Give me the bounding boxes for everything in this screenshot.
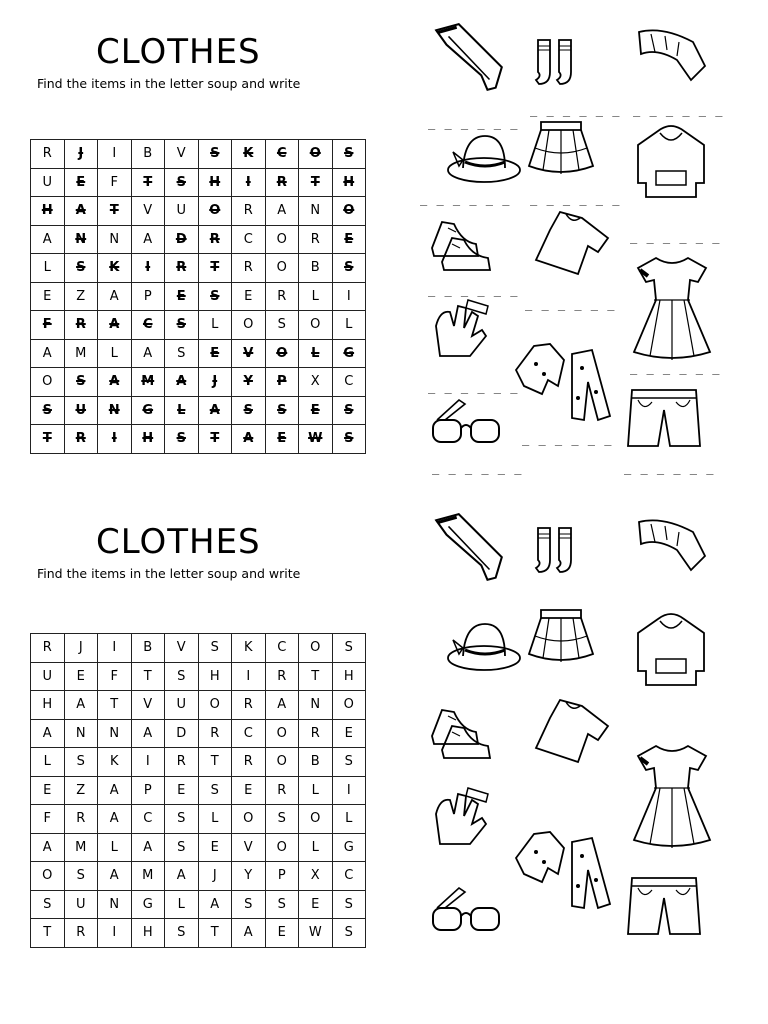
- grid-cell: E: [265, 919, 299, 948]
- grid-cell: J: [64, 634, 98, 663]
- grid-cell: V: [131, 197, 165, 226]
- grid-cell: O: [265, 719, 299, 748]
- grid-cell: S: [198, 140, 232, 169]
- sunglasses-icon: [429, 396, 503, 450]
- grid-row: [31, 140, 366, 169]
- grid-cell: E: [299, 396, 333, 425]
- worksheet-instructions: Find the items in the letter soup and write: [37, 566, 301, 581]
- grid-cell: N: [299, 197, 333, 226]
- grid-row: [31, 805, 366, 834]
- grid-cell: R: [299, 719, 333, 748]
- skirt-icon: [525, 606, 597, 672]
- worksheet-title: CLOTHES: [96, 32, 261, 72]
- grid-cell: O: [265, 254, 299, 283]
- grid-cell: N: [98, 225, 132, 254]
- shorts-icon: [624, 874, 704, 940]
- grid-cell: S: [332, 396, 366, 425]
- grid-cell: L: [332, 805, 366, 834]
- grid-cell: I: [232, 168, 266, 197]
- grid-cell: S: [265, 396, 299, 425]
- grid-cell: R: [198, 225, 232, 254]
- grid-cell: H: [31, 691, 65, 720]
- grid-cell: M: [131, 368, 165, 397]
- answer-line: _ _ _ _ _ _: [428, 380, 519, 394]
- grid-cell: V: [165, 140, 199, 169]
- grid-cell: A: [31, 339, 65, 368]
- grid-cell: V: [131, 691, 165, 720]
- grid-cell: G: [131, 396, 165, 425]
- shorts-icon: [624, 386, 704, 452]
- grid-cell: O: [265, 833, 299, 862]
- grid-cell: E: [265, 425, 299, 454]
- grid-cell: W: [299, 919, 333, 948]
- grid-cell: H: [131, 425, 165, 454]
- grid-cell: O: [265, 339, 299, 368]
- grid-row: [31, 311, 366, 340]
- answer-line: _ _ _ _ _ _: [530, 192, 621, 206]
- grid-cell: L: [31, 254, 65, 283]
- grid-cell: A: [265, 691, 299, 720]
- grid-cell: L: [299, 776, 333, 805]
- grid-cell: G: [332, 833, 366, 862]
- grid-cell: R: [265, 282, 299, 311]
- grid-cell: O: [31, 862, 65, 891]
- grid-cell: Y: [232, 368, 266, 397]
- gloves-icon: [432, 784, 494, 850]
- grid-cell: R: [64, 425, 98, 454]
- grid-cell: F: [98, 662, 132, 691]
- grid-cell: R: [64, 919, 98, 948]
- pyjamas-icon: [512, 336, 616, 424]
- grid-cell: T: [198, 254, 232, 283]
- grid-cell: A: [64, 197, 98, 226]
- grid-cell: P: [131, 282, 165, 311]
- grid-cell: C: [131, 311, 165, 340]
- answer-line: _ _ _ _ _ _: [525, 297, 616, 311]
- grid-cell: E: [64, 168, 98, 197]
- grid-cell: L: [165, 890, 199, 919]
- grid-cell: A: [165, 368, 199, 397]
- grid-cell: S: [198, 776, 232, 805]
- grid-cell: H: [198, 168, 232, 197]
- grid-cell: E: [165, 282, 199, 311]
- grid-row: [31, 691, 366, 720]
- grid-cell: T: [98, 691, 132, 720]
- scarf-icon: [633, 514, 709, 576]
- grid-cell: S: [332, 140, 366, 169]
- grid-cell: G: [131, 890, 165, 919]
- grid-row: [31, 833, 366, 862]
- socks-icon: [533, 36, 577, 92]
- grid-cell: R: [299, 225, 333, 254]
- grid-cell: C: [332, 862, 366, 891]
- grid-cell: Z: [64, 776, 98, 805]
- grid-cell: E: [299, 890, 333, 919]
- grid-cell: M: [64, 339, 98, 368]
- grid-cell: O: [232, 311, 266, 340]
- grid-cell: A: [198, 890, 232, 919]
- grid-cell: L: [31, 748, 65, 777]
- grid-cell: N: [64, 719, 98, 748]
- grid-cell: O: [332, 691, 366, 720]
- grid-cell: E: [31, 776, 65, 805]
- sunglasses-icon: [429, 884, 503, 938]
- answer-line: _ _ _ _ _ _: [432, 461, 523, 475]
- answer-line: _ _ _ _ _ _: [420, 192, 511, 206]
- grid-cell: K: [232, 140, 266, 169]
- grid-cell: R: [165, 748, 199, 777]
- grid-cell: T: [131, 168, 165, 197]
- grid-row: [31, 368, 366, 397]
- grid-cell: B: [299, 748, 333, 777]
- answer-line: _ _ _ _ _ _: [630, 230, 721, 244]
- grid-cell: S: [64, 254, 98, 283]
- grid-cell: I: [332, 776, 366, 805]
- grid-cell: L: [165, 396, 199, 425]
- grid-cell: C: [232, 719, 266, 748]
- grid-cell: L: [299, 282, 333, 311]
- grid-cell: E: [198, 833, 232, 862]
- grid-cell: N: [98, 396, 132, 425]
- grid-cell: A: [232, 425, 266, 454]
- answer-line: _ _ _ _ _ _: [428, 116, 519, 130]
- grid-cell: A: [98, 311, 132, 340]
- trousers-icon: [428, 18, 510, 100]
- grid-cell: A: [98, 368, 132, 397]
- grid-cell: R: [232, 691, 266, 720]
- answer-line: _ _ _ _ _ _: [624, 461, 715, 475]
- grid-cell: U: [31, 662, 65, 691]
- grid-cell: S: [64, 748, 98, 777]
- grid-cell: U: [64, 396, 98, 425]
- grid-cell: A: [64, 691, 98, 720]
- grid-cell: M: [131, 862, 165, 891]
- grid-cell: O: [299, 634, 333, 663]
- grid-cell: Z: [64, 282, 98, 311]
- grid-cell: V: [232, 339, 266, 368]
- grid-cell: O: [265, 748, 299, 777]
- grid-cell: X: [299, 862, 333, 891]
- grid-cell: T: [198, 919, 232, 948]
- grid-cell: O: [299, 140, 333, 169]
- grid-row: [31, 719, 366, 748]
- grid-cell: P: [265, 862, 299, 891]
- grid-cell: H: [332, 662, 366, 691]
- grid-cell: A: [265, 197, 299, 226]
- grid-cell: S: [232, 890, 266, 919]
- grid-row: [31, 662, 366, 691]
- grid-cell: I: [332, 282, 366, 311]
- grid-cell: J: [64, 140, 98, 169]
- grid-cell: T: [31, 919, 65, 948]
- grid-cell: T: [299, 662, 333, 691]
- grid-cell: O: [198, 691, 232, 720]
- letter-soup-grid: [30, 633, 366, 948]
- grid-row: [31, 254, 366, 283]
- grid-cell: R: [232, 197, 266, 226]
- grid-cell: S: [64, 368, 98, 397]
- scarf-icon: [633, 24, 709, 86]
- grid-cell: A: [98, 776, 132, 805]
- grid-cell: C: [265, 140, 299, 169]
- grid-cell: T: [131, 662, 165, 691]
- grid-cell: G: [332, 339, 366, 368]
- grid-cell: O: [332, 197, 366, 226]
- grid-cell: A: [31, 719, 65, 748]
- grid-cell: S: [332, 425, 366, 454]
- grid-cell: S: [165, 805, 199, 834]
- worksheet-top: [0, 0, 768, 490]
- grid-row: [31, 282, 366, 311]
- grid-cell: B: [131, 634, 165, 663]
- grid-cell: R: [64, 311, 98, 340]
- grid-cell: A: [98, 805, 132, 834]
- grid-row: [31, 890, 366, 919]
- tshirt-icon: [530, 696, 612, 766]
- grid-cell: E: [165, 776, 199, 805]
- grid-cell: H: [31, 197, 65, 226]
- grid-row: [31, 339, 366, 368]
- grid-cell: P: [131, 776, 165, 805]
- grid-cell: E: [232, 776, 266, 805]
- grid-cell: C: [265, 634, 299, 663]
- answer-line: _ _ _ _ _ _: [428, 283, 519, 297]
- grid-cell: R: [265, 776, 299, 805]
- hoodie-icon: [634, 611, 708, 689]
- grid-cell: N: [64, 225, 98, 254]
- grid-cell: X: [299, 368, 333, 397]
- grid-cell: O: [299, 805, 333, 834]
- grid-cell: S: [332, 919, 366, 948]
- grid-cell: W: [299, 425, 333, 454]
- grid-cell: L: [198, 311, 232, 340]
- grid-cell: A: [131, 339, 165, 368]
- grid-cell: C: [131, 805, 165, 834]
- grid-cell: R: [165, 254, 199, 283]
- grid-cell: V: [165, 634, 199, 663]
- grid-cell: N: [98, 719, 132, 748]
- letter-soup-grid: [30, 139, 366, 454]
- grid-cell: O: [198, 197, 232, 226]
- shoes-icon: [428, 212, 494, 278]
- grid-cell: T: [299, 168, 333, 197]
- grid-row: [31, 168, 366, 197]
- grid-cell: S: [198, 282, 232, 311]
- grid-cell: K: [98, 748, 132, 777]
- grid-cell: L: [332, 311, 366, 340]
- grid-row: [31, 425, 366, 454]
- grid-cell: U: [64, 890, 98, 919]
- answer-line: _ _ _ _ _ _: [630, 361, 721, 375]
- grid-cell: U: [31, 168, 65, 197]
- grid-cell: Y: [232, 862, 266, 891]
- grid-cell: S: [31, 890, 65, 919]
- grid-cell: I: [98, 425, 132, 454]
- grid-cell: B: [131, 140, 165, 169]
- grid-cell: A: [131, 719, 165, 748]
- grid-cell: J: [198, 368, 232, 397]
- worksheet-title: CLOTHES: [96, 522, 261, 562]
- grid-cell: S: [265, 311, 299, 340]
- grid-cell: N: [98, 890, 132, 919]
- hat-icon: [445, 130, 523, 186]
- grid-row: [31, 776, 366, 805]
- grid-cell: K: [232, 634, 266, 663]
- grid-cell: D: [165, 719, 199, 748]
- grid-row: [31, 197, 366, 226]
- grid-cell: S: [265, 805, 299, 834]
- dress-icon: [628, 740, 716, 852]
- worksheet-bottom: [0, 490, 768, 980]
- grid-cell: I: [98, 634, 132, 663]
- grid-cell: E: [198, 339, 232, 368]
- grid-cell: I: [232, 662, 266, 691]
- trousers-icon: [428, 508, 510, 590]
- grid-row: [31, 634, 366, 663]
- hat-icon: [445, 618, 523, 674]
- grid-cell: O: [31, 368, 65, 397]
- grid-cell: C: [232, 225, 266, 254]
- grid-cell: S: [165, 919, 199, 948]
- grid-row: [31, 396, 366, 425]
- grid-cell: R: [232, 748, 266, 777]
- grid-cell: F: [31, 311, 65, 340]
- grid-cell: A: [165, 862, 199, 891]
- grid-cell: S: [31, 396, 65, 425]
- answer-line: _ _ _ _ _ _: [530, 103, 621, 117]
- grid-cell: K: [98, 254, 132, 283]
- grid-cell: O: [232, 805, 266, 834]
- grid-cell: S: [332, 634, 366, 663]
- grid-cell: S: [332, 748, 366, 777]
- grid-cell: F: [98, 168, 132, 197]
- grid-cell: D: [165, 225, 199, 254]
- grid-cell: T: [198, 425, 232, 454]
- grid-cell: S: [64, 862, 98, 891]
- grid-row: [31, 748, 366, 777]
- grid-cell: U: [165, 691, 199, 720]
- grid-cell: S: [198, 634, 232, 663]
- answer-line: _ _ _ _ _ _: [633, 103, 724, 117]
- grid-cell: S: [165, 425, 199, 454]
- dress-icon: [628, 252, 716, 364]
- grid-cell: A: [31, 225, 65, 254]
- grid-cell: T: [98, 197, 132, 226]
- grid-cell: I: [98, 919, 132, 948]
- grid-cell: H: [131, 919, 165, 948]
- pyjamas-icon: [512, 824, 616, 912]
- grid-cell: R: [31, 140, 65, 169]
- grid-cell: U: [165, 197, 199, 226]
- grid-cell: F: [31, 805, 65, 834]
- grid-cell: M: [64, 833, 98, 862]
- grid-cell: T: [31, 425, 65, 454]
- grid-cell: B: [299, 254, 333, 283]
- grid-cell: O: [299, 311, 333, 340]
- grid-row: [31, 862, 366, 891]
- gloves-icon: [432, 296, 494, 362]
- grid-cell: S: [165, 311, 199, 340]
- grid-cell: A: [198, 396, 232, 425]
- grid-cell: T: [198, 748, 232, 777]
- grid-cell: J: [198, 862, 232, 891]
- grid-cell: A: [31, 833, 65, 862]
- skirt-icon: [525, 118, 597, 184]
- grid-cell: L: [98, 339, 132, 368]
- grid-cell: S: [165, 339, 199, 368]
- grid-cell: S: [332, 254, 366, 283]
- grid-cell: L: [98, 833, 132, 862]
- grid-cell: A: [98, 282, 132, 311]
- worksheet-instructions: Find the items in the letter soup and write: [37, 76, 301, 91]
- hoodie-icon: [634, 123, 708, 201]
- grid-cell: R: [64, 805, 98, 834]
- grid-cell: C: [332, 368, 366, 397]
- grid-cell: V: [232, 833, 266, 862]
- grid-cell: R: [232, 254, 266, 283]
- grid-cell: R: [198, 719, 232, 748]
- tshirt-icon: [530, 208, 612, 278]
- grid-cell: S: [265, 890, 299, 919]
- grid-cell: P: [265, 368, 299, 397]
- socks-icon: [533, 524, 577, 580]
- grid-cell: A: [131, 225, 165, 254]
- grid-cell: S: [165, 833, 199, 862]
- grid-cell: H: [332, 168, 366, 197]
- grid-cell: E: [232, 282, 266, 311]
- grid-cell: E: [332, 719, 366, 748]
- grid-cell: O: [265, 225, 299, 254]
- grid-cell: A: [232, 919, 266, 948]
- grid-cell: I: [131, 748, 165, 777]
- grid-cell: S: [232, 396, 266, 425]
- grid-cell: S: [165, 168, 199, 197]
- grid-cell: R: [265, 168, 299, 197]
- grid-cell: H: [198, 662, 232, 691]
- grid-cell: E: [31, 282, 65, 311]
- grid-cell: R: [265, 662, 299, 691]
- grid-cell: L: [299, 833, 333, 862]
- grid-cell: I: [98, 140, 132, 169]
- grid-cell: E: [64, 662, 98, 691]
- grid-cell: L: [299, 339, 333, 368]
- shoes-icon: [428, 700, 494, 766]
- grid-cell: A: [98, 862, 132, 891]
- grid-cell: L: [198, 805, 232, 834]
- grid-row: [31, 919, 366, 948]
- grid-cell: A: [131, 833, 165, 862]
- grid-cell: N: [299, 691, 333, 720]
- answer-line: _ _ _ _ _ _: [522, 432, 613, 446]
- grid-cell: R: [31, 634, 65, 663]
- grid-cell: S: [332, 890, 366, 919]
- grid-row: [31, 225, 366, 254]
- grid-cell: S: [165, 662, 199, 691]
- grid-cell: E: [332, 225, 366, 254]
- grid-cell: I: [131, 254, 165, 283]
